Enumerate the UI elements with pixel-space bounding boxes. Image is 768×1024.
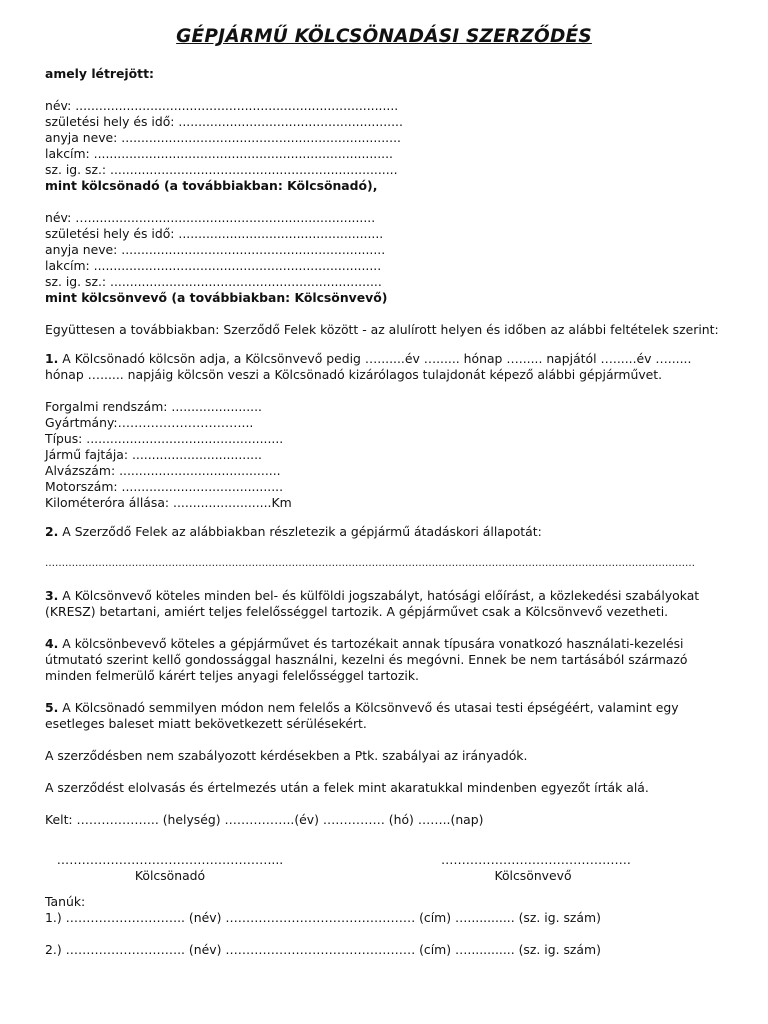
- witness-2: 2.) ……………………….. (név) ………………………………………. (cím) …............ (sz. ig. szám): [45, 942, 601, 957]
- signature-left-line: ……………………………………………....: [56, 852, 284, 867]
- party1-block: [45, 98, 725, 194]
- section-1-number: 1.: [45, 351, 59, 366]
- vehicle-block: [45, 399, 725, 511]
- section-5-number: 5.: [45, 700, 59, 715]
- section-1-line2: hónap …...... napjáig kölcsön veszi a Kölcsönadó kizárólagos tulajdonát képező alábbi gépjárművet.: [45, 367, 663, 382]
- section-5-text: A Kölcsönadó semmilyen módon nem felelős a Kölcsönvevő és utasai testi épségéért, valamint egy esetleges baleset miatt bekövetkezett sérülésekért.: [45, 700, 679, 731]
- witnesses-label: Tanúk:: [45, 894, 86, 909]
- together-paragraph: Együttesen a továbbiakban: Szerződő Felek között - az alulírott helyen és időben az alábbi feltételek szerint:: [45, 322, 719, 337]
- signature-right-label: Kölcsönvevő: [494, 868, 572, 883]
- party1-name: név: ..................................................................................: [45, 98, 399, 113]
- signature-row: [45, 852, 725, 886]
- section-4-number: 4.: [45, 636, 59, 651]
- party2-address: lakcím: .........................................................................: [45, 258, 382, 273]
- vehicle-odometer: Kilométeróra állása: .........................Km: [45, 495, 292, 510]
- vehicle-type: Típus: ..................................................: [45, 431, 284, 446]
- party2-block: [45, 210, 725, 306]
- section-3-number: 3.: [45, 588, 59, 603]
- section-4-text: A kölcsönbevevő köteles a gépjárművet és tartozékait annak típusára vonatkozó használati-kezelési útmutató szerint kellő gondossággal használni, kezelni és megóvni. Ennek be nem tartásából származó minden felmerülő kárért teljes anyagi felelősséggel tartozik.: [45, 636, 688, 683]
- section-2: [45, 524, 725, 572]
- section-1-line1: A Kölcsönadó kölcsön adja, a Kölcsönvevő pedig ….......év …...... hónap …...... napjától …......év …......: [62, 351, 692, 366]
- signature-left-label: Kölcsönadó: [134, 868, 206, 883]
- party1-id: sz. ig. sz.: .........................................................................: [45, 162, 398, 177]
- signed-paragraph: A szerződést elolvasás és értelmezés után a felek mint akaratukkal mindenben egyezőt írták alá.: [45, 780, 649, 795]
- intro-line: amely létrejött:: [45, 66, 154, 81]
- party1-birth: születési hely és idő: .........................................................: [45, 114, 403, 129]
- party2-birth: születési hely és idő: ....................................................: [45, 226, 384, 241]
- party1-address: lakcím: ............................................................................: [45, 146, 393, 161]
- party2-mother: anyja neve: ...................................................................: [45, 242, 386, 257]
- section-2-number: 2.: [45, 524, 59, 539]
- section-4: [45, 636, 725, 684]
- document-title: GÉPJÁRMŰ KÖLCSÖNADÁSI SZERZŐDÉS: [176, 26, 592, 47]
- vehicle-chassis: Alvázszám: .........................................: [45, 463, 281, 478]
- party2-name: név: ….........................................................................: [45, 210, 376, 225]
- document-body: [45, 66, 725, 958]
- signature-right: [441, 852, 631, 884]
- witness-1: 1.) ……………………….. (név) ………………………………………. (cím) …............ (sz. ig. szám): [45, 910, 601, 925]
- section-3: [45, 588, 725, 620]
- vehicle-plate: Forgalmi rendszám: .......................: [45, 399, 262, 414]
- section-2-text: A Szerződő Felek az alábbiakban részletezik a gépjármű átadáskori állapotát:: [62, 524, 542, 539]
- vehicle-make: Gyártmány:…………………………...: [45, 415, 254, 430]
- signature-right-line: ……………………………………….: [441, 852, 631, 867]
- section-5: [45, 700, 725, 732]
- vehicle-kind: Jármű fajtája: .................................: [45, 447, 262, 462]
- kelt-line: Kelt: ……………….. (helység) ……………..(év) …………… (hó) ……..(nap): [45, 812, 484, 827]
- ptk-paragraph: A szerződésben nem szabályozott kérdésekben a Ptk. szabályai az irányadók.: [45, 748, 528, 763]
- party2-id: sz. ig. sz.: .....................................................................: [45, 274, 382, 289]
- section-2-dotted-line: ……………………………………………………………………………………………………………………………………………………………………………: [45, 558, 695, 569]
- section-3-text: A Kölcsönvevő köteles minden bel- és külföldi jogszabályt, hatósági előírást, a közlekedési szabályokat (KRESZ) betartani, amiért teljes felelősséggel tartozik. A gépjárművet csak a Kölcsönvevő vezetheti.: [45, 588, 700, 619]
- witnesses-block: [45, 894, 725, 958]
- party1-mother: anyja neve: .......................................................................: [45, 130, 401, 145]
- vehicle-engine: Motorszám: .........................................: [45, 479, 284, 494]
- signature-left: [45, 852, 295, 884]
- party2-role: mint kölcsönvevő (a továbbiakban: Kölcsönvevő): [45, 290, 388, 305]
- party1-role: mint kölcsönadó (a továbbiakban: Kölcsönadó),: [45, 178, 378, 193]
- section-1: [45, 351, 725, 383]
